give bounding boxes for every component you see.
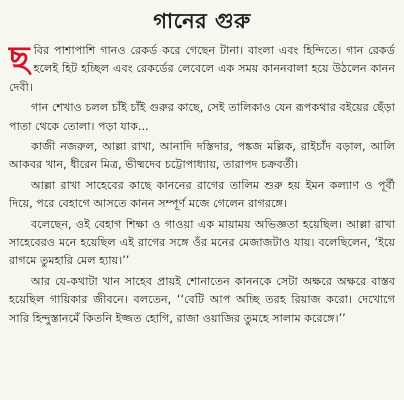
drop-cap: ছ — [9, 39, 30, 79]
paragraph-text: বির পাশাপাশি গানও রেকর্ড করে গেছেন টানা। বাংলা এবং হিন্দিতে। গান রেকর্ড হলেই হিট হচ্ছিল এবং রেকর্ডের লেবেলে এক সময় কাননবালা হয়ে উঠলেন কানন দেবী। — [9, 44, 395, 94]
article-body — [9, 39, 395, 328]
article-paragraph-1 — [9, 39, 395, 97]
article-paragraph-4: আল্লা রাখা সাহেবের কাছে কাননের রাগের তালিম শুরু হয় ইমন কল্যাণ ও পূর্বী দিয়ে, পরে বেহাগে আসতে কানন সম্পূর্ণ মজে গেলেন রাগরঙ্গে। — [9, 178, 395, 211]
article-paragraph-6: আর যে-কথাটা খান সাহেব প্রায়ই শোনাতেন কাননকে সেটা অক্ষরে অক্ষরে বাস্তব হয়েছিল গায়িকার জীবনে। বলতেন, ‘‘বেটি আপ অচ্ছি তরহ রিয়াজ করো। দেখোগে সারি হিন্দুস্তানমেঁ কিতনি ইজ্জত হোগি, রাজা ওয়াজির তুমহে সালাম করেঙ্গে।’’ — [9, 274, 395, 325]
article-paragraph-5: বলেছেন, ওই বেহাগ শিক্ষা ও গাওয়া এক মায়াময় অভিজ্ঞতা হয়েছিল। আল্লা রাখা সাহেবেরও মনে হয়েছিল এই রাগের সঙ্গে ওঁর মনের মেজাজটাও যায়। বলেছিলেন, ‘ইয়ে রাগমে তুমহারি মেল হ্যায়।’’ — [9, 217, 395, 268]
article-paragraph-3: কাজী নজরুল, আল্লা রাখা, আনাদি দস্তিদার, পঙ্কজ মল্লিক, রাইচাঁদ বড়াল, আলি আকবর খান, ধীরেন মিত্র, ভীষ্মদেব চট্টোপাধ্যায়, তারাপদ চক্রবর্তী। — [9, 140, 395, 172]
article-title: গানের গুরু — [153, 9, 251, 33]
article-paragraph-2: গান শেখাও চলল চাঁই চাঁই গুরুর কাছে, সেই তালিকাও যেন রূপকথার বইয়ের ছেঁড়া পাতা থেকে তোলা। পড়া যাক... — [9, 101, 395, 133]
